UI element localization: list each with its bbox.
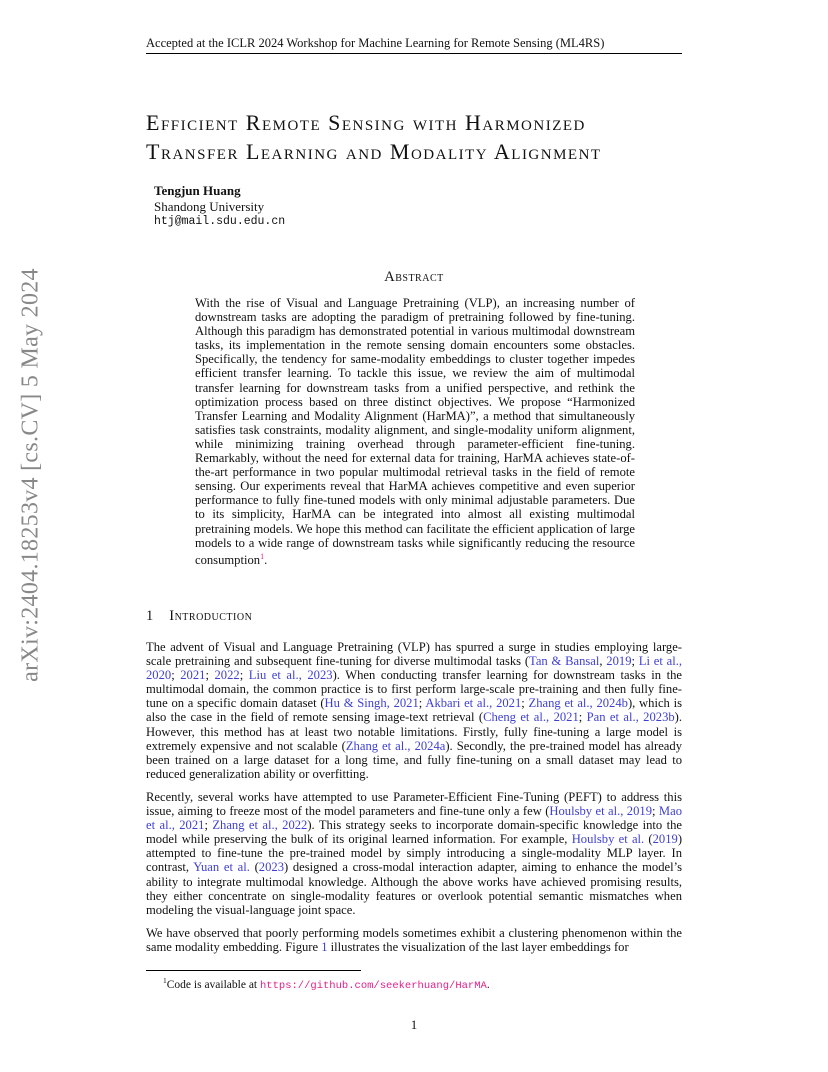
- paragraph-text: ;: [578, 710, 587, 725]
- paragraph-text: ,: [599, 654, 607, 669]
- paper-title: [146, 108, 706, 166]
- citation-link[interactable]: 2022: [214, 668, 240, 683]
- abstract-body: With the rise of Visual and Language Pretraining (VLP), an increasing number of downstream tasks are adopting the paradigm of pretraining followed by fine-tuning. Although this paradigm has demonstrated potential in various multimodal downstream tasks, its implementation in the remote sensing domain encounters some obstacles. Specifically, the tendency for same-modality embeddings to cluster together impedes efficient transfer learning. To tackle this issue, we review the aim of multimodal transfer learning for downstream tasks from a unified perspective, and rethink the optimization process based on three distinct objectives. We propose “Harmonized Transfer Learning and Modality Alignment (HarMA)”, a method that simultaneously satisfies task constraints, modality alignment, and single-modality uniform alignment, while minimizing training overhead through parameter-efficient fine-tuning. Remarkably, without the need for external data for training, HarMA achieves state-of-the-art performance in two popular multimodal retrieval tasks in the field of remote sensing. Our experiments reveal that HarMA achieves competitive and even superior performance to fully fine-tuned models with only minimal adjustable parameters. Due to its simplicity, HarMA can be integrated into almost all existing multimodal pretraining models. We hope this method can facilitate the efficient application of large models to a wide range of downstream tasks while significantly reducing the resource consumption$^1$.: [195, 296, 635, 567]
- citation-link[interactable]: Zhang et al., 2024b: [528, 696, 628, 711]
- citation-link[interactable]: Li et al., 2020: [146, 654, 682, 683]
- footnote-end: .: [486, 978, 490, 991]
- section-heading: [146, 608, 252, 625]
- citation-link[interactable]: Mao et al., 2021: [146, 804, 683, 833]
- arxiv-identifier[interactable]: arXiv:2404.18253v4 [cs.CV] 5 May 2024: [17, 268, 44, 682]
- paragraph-text: ;: [239, 668, 249, 683]
- citation-link[interactable]: Pan et al., 2023b: [586, 710, 675, 725]
- citation-link[interactable]: Houlsby et al., 2019: [549, 804, 652, 819]
- citation-link[interactable]: Zhang et al., 2022: [212, 818, 308, 833]
- citation-link[interactable]: Cheng et al., 2021: [483, 710, 579, 725]
- page-number: 1: [410, 1017, 418, 1032]
- author-name: Tengjun Huang: [154, 183, 241, 198]
- paragraph-text: We have observed that poorly performing models sometimes exhibit a clustering phenomenon within the same modality embedding. Figure: [146, 925, 682, 954]
- citation-link[interactable]: Tan & Bansal: [529, 654, 600, 669]
- paper-title-line-2: Transfer Learning and Modality Alignment: [146, 139, 602, 164]
- abstract-heading: Abstract: [384, 269, 444, 285]
- arxiv-sidebar: [6, 268, 56, 682]
- citation-link[interactable]: 2019: [652, 832, 678, 847]
- citation-link[interactable]: 1: [321, 939, 328, 954]
- paragraph-text: ;: [418, 696, 426, 711]
- running-header: Accepted at the ICLR 2024 Workshop for Machine Learning for Remote Sensing (ML4RS): [146, 36, 682, 54]
- author-affiliation: Shandong University: [154, 198, 265, 214]
- paragraph-text: The advent of Visual and Language Pretraining (VLP) has spurred a surge in studies employing large-scale pretraining and subsequent fine-tuning for diverse multimodal tasks (: [146, 640, 682, 669]
- paragraph-text: (: [644, 832, 653, 847]
- footnote: [163, 976, 490, 992]
- citation-link[interactable]: 2023: [258, 860, 284, 875]
- footnote-marker[interactable]: 1: [260, 551, 265, 561]
- author-block: [154, 183, 554, 230]
- footnote-mark: 1: [163, 976, 167, 985]
- paper-title-line-1: Efficient Remote Sensing with Harmonized: [146, 110, 586, 135]
- paragraph-text: ;: [521, 696, 529, 711]
- footnote-rule: [146, 970, 361, 971]
- citation-link[interactable]: Houlsby et al.: [571, 832, 645, 847]
- section-title: Introduction: [169, 608, 253, 624]
- paragraph-text: ;: [631, 654, 639, 669]
- footnote-text: Code is available at: [166, 978, 260, 991]
- paragraph: [146, 926, 682, 954]
- paragraph-text: ), which is also the case in the field of remote sensing image-text retrieval (: [146, 696, 682, 725]
- paragraph-text: ). When conducting transfer learning for downstream tasks in the multimodal domain, the common practice is to first perform large-scale pre-training and then fully fine-tune on a specific domain dataset (: [146, 668, 682, 711]
- paragraph-text: ;: [204, 818, 213, 833]
- paragraph-text: ). However, this method has at least two notable limitations. Firstly, fully fine-tuning a large model is extremely expensive and not scalable (: [146, 710, 683, 753]
- citation-link[interactable]: Akbari et al., 2021: [425, 696, 522, 711]
- author-email[interactable]: htj@mail.sdu.edu.cn: [154, 215, 286, 228]
- introduction-body: [146, 640, 682, 963]
- paragraph-text: Recently, several works have attempted to use Parameter-Efficient Fine-Tuning (PEFT) to address this issue, aiming to freeze most of the model parameters and fine-tune only a few (: [146, 789, 682, 819]
- paragraph-text: ;: [171, 668, 181, 683]
- citation-link[interactable]: Yuan et al.: [193, 860, 250, 875]
- paragraph-text: ;: [205, 668, 215, 683]
- citation-link[interactable]: 2019: [606, 654, 632, 669]
- code-link[interactable]: https://github.com/seekerhuang/HarMA: [260, 979, 487, 992]
- paragraph: [146, 640, 682, 781]
- paragraph: [146, 790, 682, 917]
- citation-link[interactable]: Liu et al., 2023: [248, 668, 333, 683]
- paragraph-text: ) designed a cross-modal interaction adapter, aiming to enhance the model’s ability to integrate multimodal knowledge. Although the above works have achieved promising results, they either concentrate on single-modality features or overlook potential semantic mismatches when modeling the visual-language joint space.: [146, 860, 682, 917]
- paragraph-text: ). This strategy seeks to incorporate domain-specific knowledge into the model while preserving the bulk of its original learned information. For example,: [146, 818, 682, 847]
- paragraph-text: ;: [652, 804, 659, 819]
- section-number: 1: [146, 608, 154, 624]
- paragraph-text: illustrates the visualization of the last layer embeddings for: [327, 939, 629, 954]
- paragraph-text: ) attempted to fine-tune the pre-trained model by simply introducing a single-modality MLP layer. In contrast,: [146, 832, 683, 875]
- abstract-text: With the rise of Visual and Language Pretraining (VLP), an increasing number of downstream tasks are adopting the paradigm of pretraining followed by fine-tuning. Although this paradigm has demonstrated potential in various multimodal downstream tasks, its implementation in the remote sensing domain encounters some obstacles. Specifically, the tendency for same-modality embeddings to cluster together impedes efficient transfer learning. To tackle this issue, we review the aim of multimodal transfer learning for downstream tasks from a unified perspective, and rethink the optimization process based on three distinct objectives. We propose “Harmonized Transfer Learning and Modality Alignment (HarMA)”, a method that simultaneously satisfies task constraints, modality alignment, and single-modality uniform alignment, while minimizing training overhead through parameter-efficient fine-tuning. Remarkably, without the need for external data for training, HarMA achieves state-of-the-art performance in two popular multimodal retrieval tasks in the field of remote sensing. Our experiments reveal that HarMA achieves competitive and even superior performance to fully fine-tuned models with only minimal adjustable parameters. Due to its simplicity, HarMA can be integrated into almost all existing multimodal pretraining models. We hope this method can facilitate the efficient application of large models to a wide range of downstream tasks while significantly reducing the resource consumption: [195, 296, 635, 567]
- citation-link[interactable]: Hu & Singh, 2021: [324, 696, 419, 711]
- paragraph-text: ). Secondly, the pre-trained model has already been trained on a large dataset for a long time, and fully fine-tuning on a small dataset may lead to reduced generalization ability or overfitting.: [146, 738, 682, 781]
- paragraph-text: (: [249, 860, 259, 875]
- citation-link[interactable]: Zhang et al., 2024a: [345, 738, 446, 753]
- citation-link[interactable]: 2021: [180, 668, 206, 683]
